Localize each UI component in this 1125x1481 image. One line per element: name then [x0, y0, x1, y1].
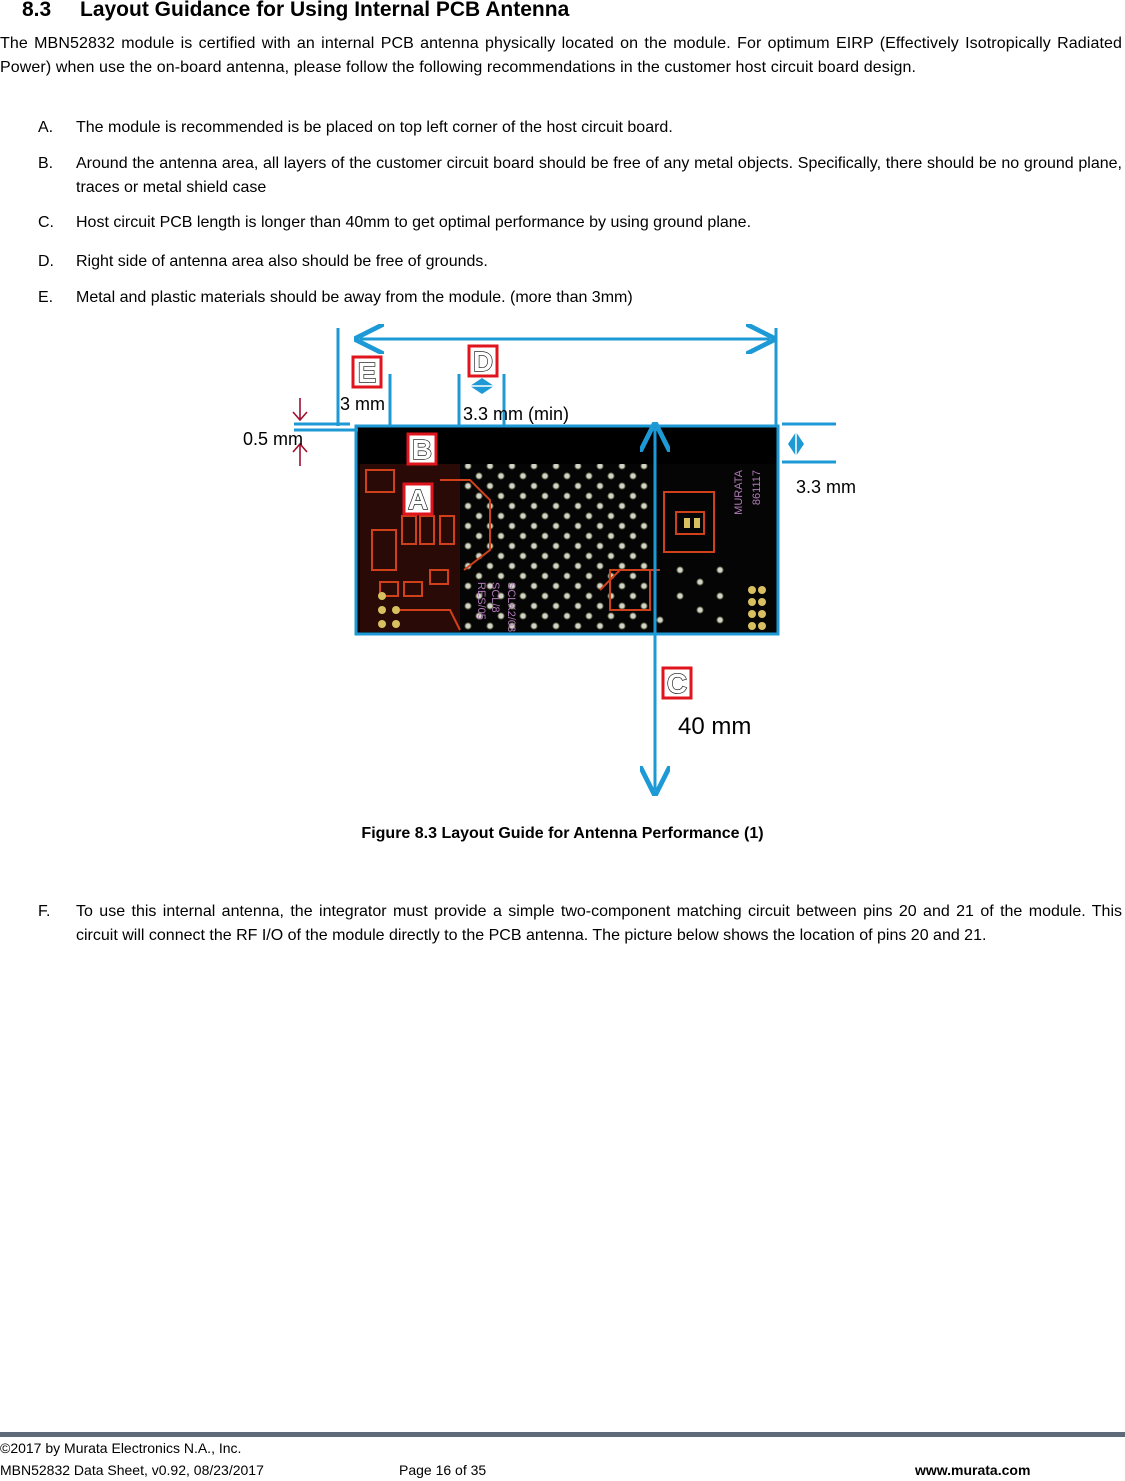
- item-letter: C.: [38, 214, 54, 231]
- label-box-d: [469, 346, 497, 377]
- label-b-text: B: [411, 434, 433, 465]
- footer-doc-info: MBN52832 Data Sheet, v0.92, 08/23/2017: [0, 1462, 264, 1478]
- item-text: Right side of antenna area also should be free of grounds.: [76, 253, 488, 270]
- footer-website-link[interactable]: www.murata.com: [915, 1462, 1031, 1478]
- antenna-layout-figure: [0, 320, 1125, 810]
- item-text: The module is recommended is be placed on top left corner of the host circuit board.: [76, 119, 673, 136]
- item-letter: A.: [38, 119, 54, 136]
- item-text: Host circuit PCB length is longer than 40mm to get optimal performance by using ground plane.: [76, 214, 752, 231]
- label-c-text: C: [666, 668, 688, 699]
- item-f: [38, 900, 1122, 947]
- label-box-a: [404, 484, 432, 515]
- dim-c-text: 40 mm: [678, 713, 752, 740]
- dim-top-text: 0.5 mm: [243, 429, 304, 449]
- item-b: [38, 152, 1122, 199]
- label-a-text: A: [407, 484, 429, 515]
- item-text: Around the antenna area, all layers of the customer circuit board should be free of any metal objects. Specifically, there should be no ground plane, traces or metal shield case: [76, 155, 1122, 196]
- silk-text-3: SCLK2/03: [505, 582, 517, 633]
- silk-text-1: MURATA: [733, 470, 745, 515]
- item-text: Metal and plastic materials should be away from the module. (more than 3mm): [76, 289, 633, 306]
- label-box-c: [663, 668, 691, 699]
- item-letter: D.: [38, 253, 54, 270]
- label-e-text: E: [357, 357, 377, 388]
- label-box-e: [353, 357, 381, 388]
- label-box-b: [408, 434, 436, 465]
- item-letter: B.: [38, 155, 54, 172]
- footer-divider: [0, 1432, 1125, 1437]
- intro-paragraph: The MBN52832 module is certified with an internal PCB antenna physically located on the module. For optimum EIRP (Effectively Isotropically Radiated Power) when use the on-board antenna, please follow the following recommendations in the customer host circuit board design.: [0, 35, 1122, 76]
- label-d-text: D: [472, 346, 494, 377]
- item-a: [38, 116, 1122, 140]
- section-number: 8.3: [22, 0, 52, 21]
- silk-text-2: 861117: [751, 470, 763, 506]
- section-title: Layout Guidance for Using Internal PCB Antenna: [80, 0, 570, 21]
- dim-e-text: 3 mm: [340, 394, 385, 414]
- footer-page-number: Page 16 of 35: [399, 1462, 487, 1478]
- item-e: [38, 286, 1122, 310]
- dim-d-text: 3.3 mm (min): [463, 404, 570, 424]
- silk-text-4: SCL/8: [489, 582, 501, 613]
- item-d: [38, 250, 1122, 274]
- item-letter: F.: [38, 903, 51, 920]
- item-text: To use this internal antenna, the integrator must provide a simple two-component matching circuit between pins 20 and 21 of the module. This circuit will connect the RF I/O of the module directly to the PCB antenna. The picture below shows the location of pins 20 and 21.: [76, 903, 1122, 944]
- silk-text-5: RES/05: [475, 582, 487, 620]
- item-letter: E.: [38, 289, 54, 306]
- dim-right-text: 3.3 mm: [796, 477, 857, 497]
- item-c: [38, 211, 1122, 235]
- footer-copyright: ©2017 by Murata Electronics N.A., Inc.: [0, 1440, 242, 1456]
- figure-caption: Figure 8.3 Layout Guide for Antenna Performance (1): [361, 825, 764, 842]
- section-heading: [22, 0, 569, 22]
